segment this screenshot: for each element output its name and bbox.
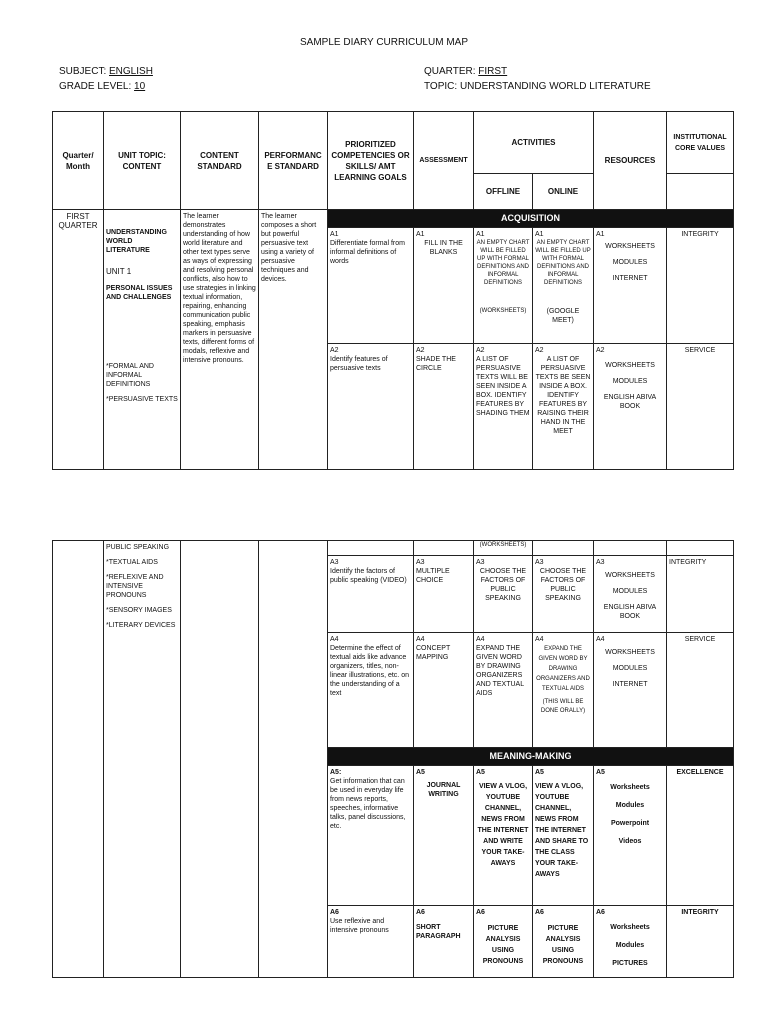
assessment-a4	[414, 633, 474, 748]
header-activities: ACTIVITIES	[474, 112, 594, 174]
topic-line	[424, 81, 651, 92]
competency-a3	[328, 556, 414, 633]
topic-literary-devices: *LITERARY DEVICES	[106, 622, 176, 629]
competency-text-a4: Determine the effect of textual aids like advance organizers, titles, non-linear illustrations, etc. on the understanding of a text	[330, 645, 409, 697]
document-title: SAMPLE DIARY CURRICULUM MAP	[300, 37, 468, 48]
header-performance-standard: PERFORMANC E STANDARD	[259, 112, 328, 210]
online-code-a3: A3	[535, 559, 544, 566]
offline-text-a6: PICTURE ANALYSIS USING PRONOUNS	[482, 925, 524, 965]
offline-text-a4: EXPAND THE GIVEN WORD BY DRAWING ORGANIZERS AND TEXTUAL AIDS	[476, 645, 524, 697]
topic-formal-informal: *FORMAL AND INFORMAL DEFINITIONS	[106, 363, 154, 388]
online-code-a4: A4	[535, 636, 544, 643]
quarter-line	[424, 66, 507, 77]
topic-pronouns: *REFLEXIVE AND INTENSIVE PRONOUNS	[106, 574, 164, 599]
resource-item: Worksheets	[610, 924, 650, 931]
offline-a3	[474, 556, 533, 633]
offline-code-a5: A5	[476, 769, 485, 776]
topic-label: TOPIC:	[424, 81, 458, 92]
resource-item: Powerpoint	[610, 820, 650, 827]
header-quarter: Quarter/ Month	[53, 112, 104, 210]
value-a6: INTEGRITY	[667, 906, 734, 978]
header-offline: OFFLINE	[474, 174, 533, 210]
topic-persuasive: *PERSUASIVE TEXTS	[106, 396, 178, 403]
online-text-a6: PICTURE ANALYSIS USING PRONOUNS	[542, 925, 584, 965]
code-a1: A1	[330, 231, 339, 238]
resource-item: MODULES	[612, 665, 648, 672]
resources-a5	[594, 766, 667, 906]
online-text-a5: VIEW A VLOG, YOUTUBE CHANNEL, NEWS FROM THE INTERNET AND SHARE TO THE CLASS YOUR TAKE-AWAYS	[535, 783, 589, 878]
unit-number: UNIT 1	[106, 267, 132, 276]
quarter-label: QUARTER:	[424, 66, 476, 77]
subject-value: ENGLISH	[109, 66, 153, 77]
topic-public-speaking: PUBLIC SPEAKING	[106, 544, 170, 551]
value-a5: EXCELLENCE	[667, 766, 734, 906]
competency-text-a5: Get information that can be used in everyday life from news reports, speeches, informative talks, panel discussions, etc.	[330, 778, 406, 830]
unit-title: UNDERSTANDING WORLD LITERATURE	[106, 229, 167, 254]
online-note-a1: (GOOGLE MEET)	[546, 308, 580, 324]
competency-a2	[328, 344, 414, 470]
carry-online	[533, 541, 594, 556]
header-core-values: INSTITUTIONAL CORE VALUES	[667, 112, 734, 174]
resource-item: PICTURES	[612, 960, 648, 967]
header-assessment: ASSESSMENT	[414, 112, 474, 210]
unit-name: PERSONAL ISSUES AND CHALLENGES	[106, 285, 173, 301]
code-a5: A5:	[330, 769, 342, 776]
carry-value	[667, 541, 734, 556]
grade-value: 10	[134, 81, 146, 92]
code-a3: A3	[330, 559, 339, 566]
header-online: ONLINE	[533, 174, 594, 210]
resource-item: WORKSHEETS	[605, 362, 655, 369]
header-unit-topic: UNIT TOPIC: CONTENT	[104, 112, 181, 210]
resources-code-a5: A5	[596, 769, 605, 776]
offline-text-a5: VIEW A VLOG, YOUTUBE CHANNEL, NEWS FROM THE INTERNET AND WRITE YOUR TAKE-AWAYS	[477, 783, 529, 867]
header-competencies: PRIORITIZED COMPETENCIES OR SKILLS/ AMT LEARNING GOALS	[328, 112, 414, 210]
offline-a5	[474, 766, 533, 906]
online-text-a2: A LIST OF PERSUASIVE TEXTS BE SEEN INSIDE A BOX. IDENTIFY FEATURES BY RAISING THEIR HAND IN THE MEET	[535, 356, 591, 435]
topic-value: UNDERSTANDING WORLD LITERATURE	[459, 81, 651, 92]
carry-over-note: (WORKSHEETS)	[474, 541, 533, 556]
resources-code-a4: A4	[596, 636, 605, 643]
resources-a2	[594, 344, 667, 470]
assessment-code-a1: A1	[416, 231, 425, 238]
offline-code-a1: A1	[476, 231, 485, 238]
resources-a4	[594, 633, 667, 748]
competency-text-a1: Differentiate formal from informal definitions of words	[330, 240, 405, 265]
performance-standard-cell: The learner composes a short but powerful persuasive text using a variety of persuasive techniques and devices.	[259, 210, 328, 470]
code-a2: A2	[330, 347, 339, 354]
quarter-cell: FIRST QUARTER	[53, 210, 104, 470]
resource-item: MODULES	[612, 378, 648, 385]
online-text-a4: EXPAND THE GIVEN WORD BY DRAWING ORGANIZERS AND TEXTUAL AIDS	[536, 646, 590, 692]
competency-a1	[328, 228, 414, 344]
header-core-values-blank	[667, 174, 734, 210]
content-standard-cell-2	[181, 541, 259, 978]
resource-item: WORKSHEETS	[605, 243, 655, 250]
assessment-code-a2: A2	[416, 347, 425, 354]
assessment-text-a6: SHORT PARAGRAPH	[416, 924, 461, 940]
online-note-a4: (THIS WILL BE DONE ORALLY)	[540, 699, 586, 714]
assessment-text-a2: SHADE THE CIRCLE	[416, 356, 456, 372]
resource-item: INTERNET	[612, 681, 648, 688]
unit-topic-cell	[104, 210, 181, 470]
offline-a4	[474, 633, 533, 748]
curriculum-table-1	[52, 111, 734, 470]
competency-text-a2: Identify features of persuasive texts	[330, 356, 388, 372]
offline-code-a2: A2	[476, 347, 485, 354]
grade-label: GRADE LEVEL:	[59, 81, 132, 92]
competency-a5	[328, 766, 414, 906]
online-code-a6: A6	[535, 909, 544, 916]
online-a6	[533, 906, 594, 978]
offline-a1	[474, 228, 533, 344]
online-a4	[533, 633, 594, 748]
resource-item: ENGLISH ABIVA BOOK	[603, 604, 657, 620]
online-a1	[533, 228, 594, 344]
curriculum-table-2	[52, 540, 734, 978]
value-a3: INTEGRITY	[667, 556, 734, 633]
online-code-a5: A5	[535, 769, 544, 776]
resource-item: INTERNET	[612, 275, 648, 282]
assessment-a3	[414, 556, 474, 633]
competency-a6	[328, 906, 414, 978]
subject-line	[59, 66, 153, 77]
resource-item: WORKSHEETS	[605, 649, 655, 656]
value-a4: SERVICE	[667, 633, 734, 748]
resource-item: MODULES	[612, 259, 648, 266]
section-meaning-making: MEANING-MAKING	[328, 748, 734, 766]
offline-text-a3: CHOOSE THE FACTORS OF PUBLIC SPEAKING	[479, 568, 527, 602]
resource-item: Worksheets	[610, 784, 650, 791]
topic-sensory-images: *SENSORY IMAGES	[106, 607, 172, 614]
header-resources: RESOURCES	[594, 112, 667, 210]
topic-textual-aids: *TEXTUAL AIDS	[106, 559, 158, 566]
competency-text-a3: Identify the factors of public speaking (VIDEO)	[330, 568, 407, 584]
resources-a1	[594, 228, 667, 344]
resource-item: ENGLISH ABIVA BOOK	[603, 394, 657, 410]
assessment-a5	[414, 766, 474, 906]
offline-code-a6: A6	[476, 909, 485, 916]
online-text-a1: AN EMPTY CHART WILL BE FILLED UP WITH FORMAL DEFINITIONS AND INFORMAL DEFINITIONS	[535, 240, 591, 286]
assessment-code-a6: A6	[416, 909, 425, 916]
code-a6: A6	[330, 909, 339, 916]
resources-a6	[594, 906, 667, 978]
resources-a3	[594, 556, 667, 633]
offline-text-a2: A LIST OF PERSUASIVE TEXTS WILL BE SEEN INSIDE A BOX. IDENTIFY FEATURES BY SHADING THEM	[476, 356, 530, 417]
assessment-text-a1: FILL IN THE BLANKS	[424, 240, 463, 256]
resource-item: Videos	[618, 838, 642, 845]
resource-item: WORKSHEETS	[605, 572, 655, 579]
code-a4: A4	[330, 636, 339, 643]
carry-resources	[594, 541, 667, 556]
assessment-code-a3: A3	[416, 559, 425, 566]
assessment-a1	[414, 228, 474, 344]
offline-text-a1: AN EMPTY CHART WILL BE FILLED UP WITH FORMAL DEFINITIONS AND INFORMAL DEFINITIONS	[476, 240, 530, 286]
assessment-a6	[414, 906, 474, 978]
carry-competency	[328, 541, 414, 556]
subject-label: SUBJECT:	[59, 66, 107, 77]
assessment-a2	[414, 344, 474, 470]
competency-a4	[328, 633, 414, 748]
online-code-a2: A2	[535, 347, 544, 354]
unit-topic-cell-2	[104, 541, 181, 978]
content-standard-cell: The learner demonstrates understanding of how world literature and other text types serve as ways of expressing and resolving personal conflicts, also how to use strategies in linking textual information, repairing, enhancing communication public speaking, emphasis markers in persuasive texts, different forms of modals, reflexive and intensive pronouns.	[181, 210, 259, 470]
assessment-text-a3: MULTIPLE CHOICE	[416, 568, 450, 584]
grade-line	[59, 81, 145, 92]
online-a2	[533, 344, 594, 470]
competency-text-a6: Use reflexive and intensive pronouns	[330, 918, 389, 934]
assessment-text-a4: CONCEPT MAPPING	[416, 645, 451, 661]
assessment-text-a5: JOURNAL WRITING	[426, 782, 461, 798]
offline-code-a3: A3	[476, 559, 485, 566]
resource-item: MODULES	[612, 588, 648, 595]
online-a5	[533, 766, 594, 906]
resources-code-a2: A2	[596, 347, 605, 354]
online-text-a3: CHOOSE THE FACTORS OF PUBLIC SPEAKING	[539, 568, 587, 602]
quarter-cell-2	[53, 541, 104, 978]
value-a2: SERVICE	[667, 344, 734, 470]
offline-code-a4: A4	[476, 636, 485, 643]
assessment-code-a5: A5	[416, 769, 425, 776]
header-content-standard: CONTENT STANDARD	[181, 112, 259, 210]
section-acquisition: ACQUISITION	[328, 210, 734, 228]
resources-code-a1: A1	[596, 231, 605, 238]
resource-item: Modules	[615, 802, 645, 809]
carry-assessment	[414, 541, 474, 556]
offline-note-a1: (WORKSHEETS)	[479, 308, 527, 314]
assessment-code-a4: A4	[416, 636, 425, 643]
resource-item: Modules	[615, 942, 645, 949]
value-a1: INTEGRITY	[667, 228, 734, 344]
online-code-a1: A1	[535, 231, 544, 238]
performance-standard-cell-2	[259, 541, 328, 978]
quarter-value: FIRST	[478, 66, 508, 77]
offline-a6	[474, 906, 533, 978]
offline-a2	[474, 344, 533, 470]
online-a3	[533, 556, 594, 633]
resources-code-a6: A6	[596, 909, 605, 916]
resources-code-a3: A3	[596, 559, 605, 566]
